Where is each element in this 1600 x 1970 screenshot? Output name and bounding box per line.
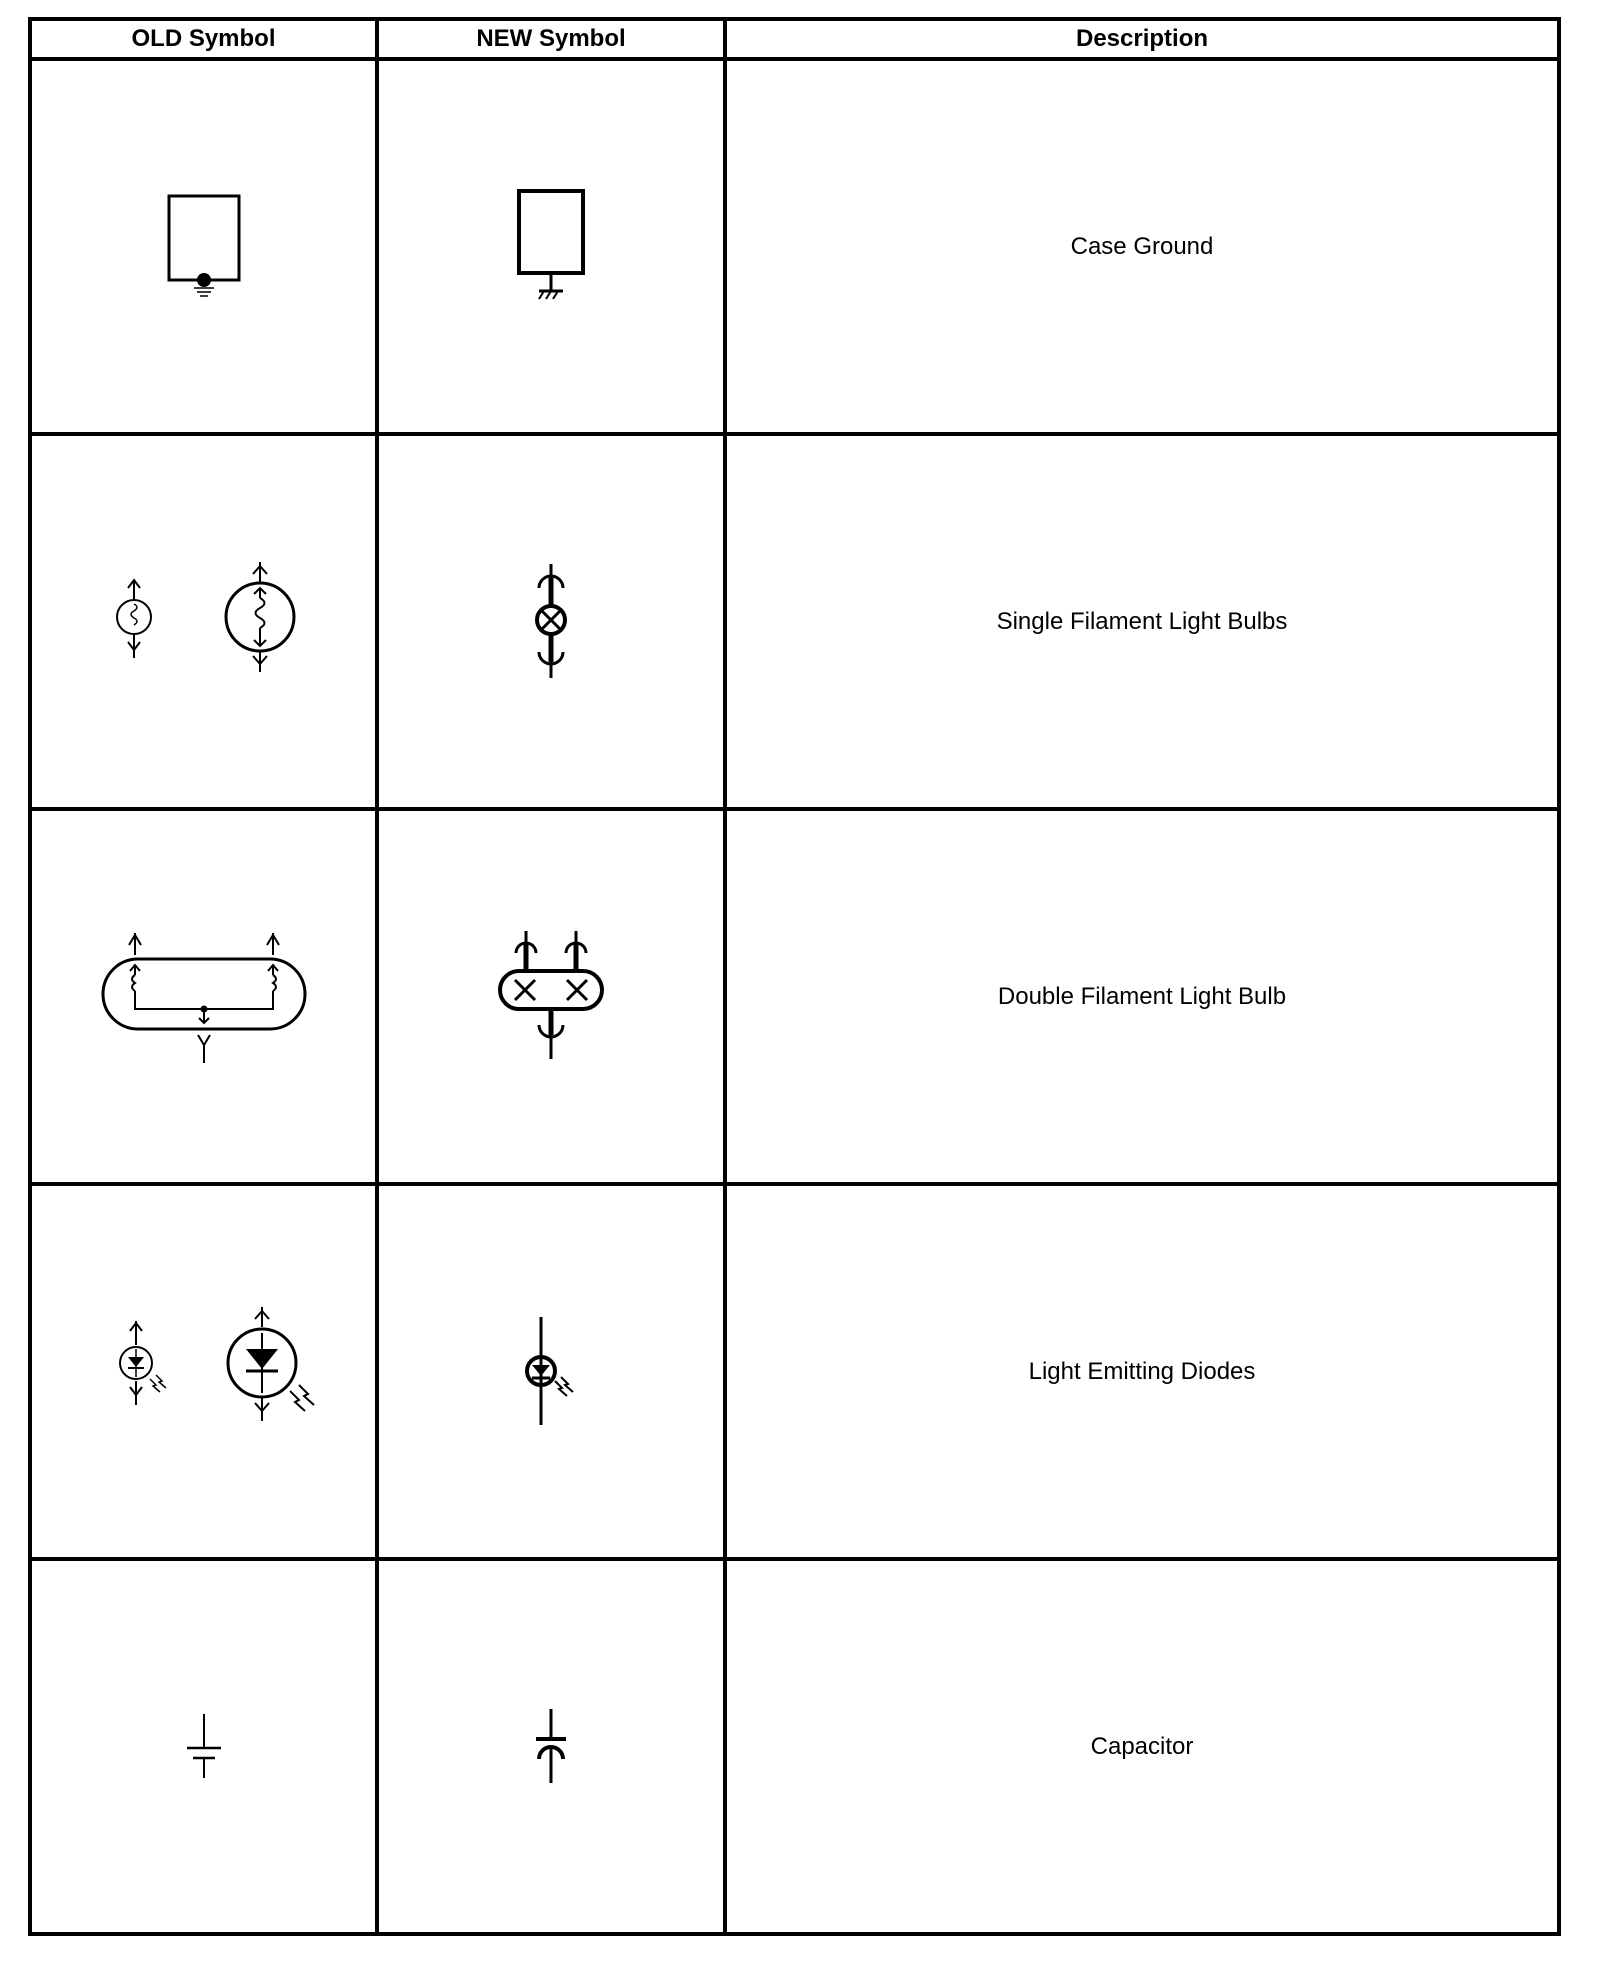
description-text: Case Ground (1070, 232, 1214, 260)
new-symbol-cell (377, 1184, 725, 1559)
old-symbol-cell (30, 809, 377, 1184)
table-row (30, 1559, 1559, 1934)
led-new-icon (511, 1317, 591, 1427)
old-symbol-cell (30, 1184, 377, 1559)
case-ground-old-icon (159, 192, 249, 302)
led-old-icon (94, 1307, 314, 1437)
symbol-table (28, 17, 1561, 1936)
new-symbol-cell (377, 809, 725, 1184)
header-description: Description (725, 19, 1559, 59)
capacitor-new-icon (526, 1707, 576, 1787)
description-cell (725, 59, 1559, 434)
header-old-symbol: OLD Symbol (30, 19, 377, 59)
double-filament-bulb-old-icon (99, 927, 309, 1067)
capacitor-old-icon (179, 1712, 229, 1782)
table-row (30, 1184, 1559, 1559)
single-filament-bulb-old-icon (94, 562, 314, 682)
description-cell (725, 1184, 1559, 1559)
new-symbol-cell (377, 434, 725, 809)
old-symbol-cell (30, 59, 377, 434)
case-ground-new-icon (506, 187, 596, 307)
description-text: Single Filament Light Bulbs (996, 607, 1288, 635)
description-cell (725, 809, 1559, 1184)
description-cell (725, 434, 1559, 809)
header-new-symbol: NEW Symbol (377, 19, 725, 59)
new-symbol-cell (377, 59, 725, 434)
table-row (30, 434, 1559, 809)
single-filament-bulb-new-icon (521, 562, 581, 682)
old-symbol-cell (30, 1559, 377, 1934)
description-cell (725, 1559, 1559, 1934)
double-filament-bulb-new-icon (496, 927, 606, 1067)
table-row (30, 59, 1559, 434)
old-symbol-cell (30, 434, 377, 809)
description-text: Double Filament Light Bulb (997, 982, 1287, 1010)
new-symbol-cell (377, 1559, 725, 1934)
header-row (30, 19, 1559, 59)
description-text: Capacitor (1090, 1732, 1194, 1760)
description-text: Light Emitting Diodes (1028, 1357, 1256, 1385)
table-row (30, 809, 1559, 1184)
